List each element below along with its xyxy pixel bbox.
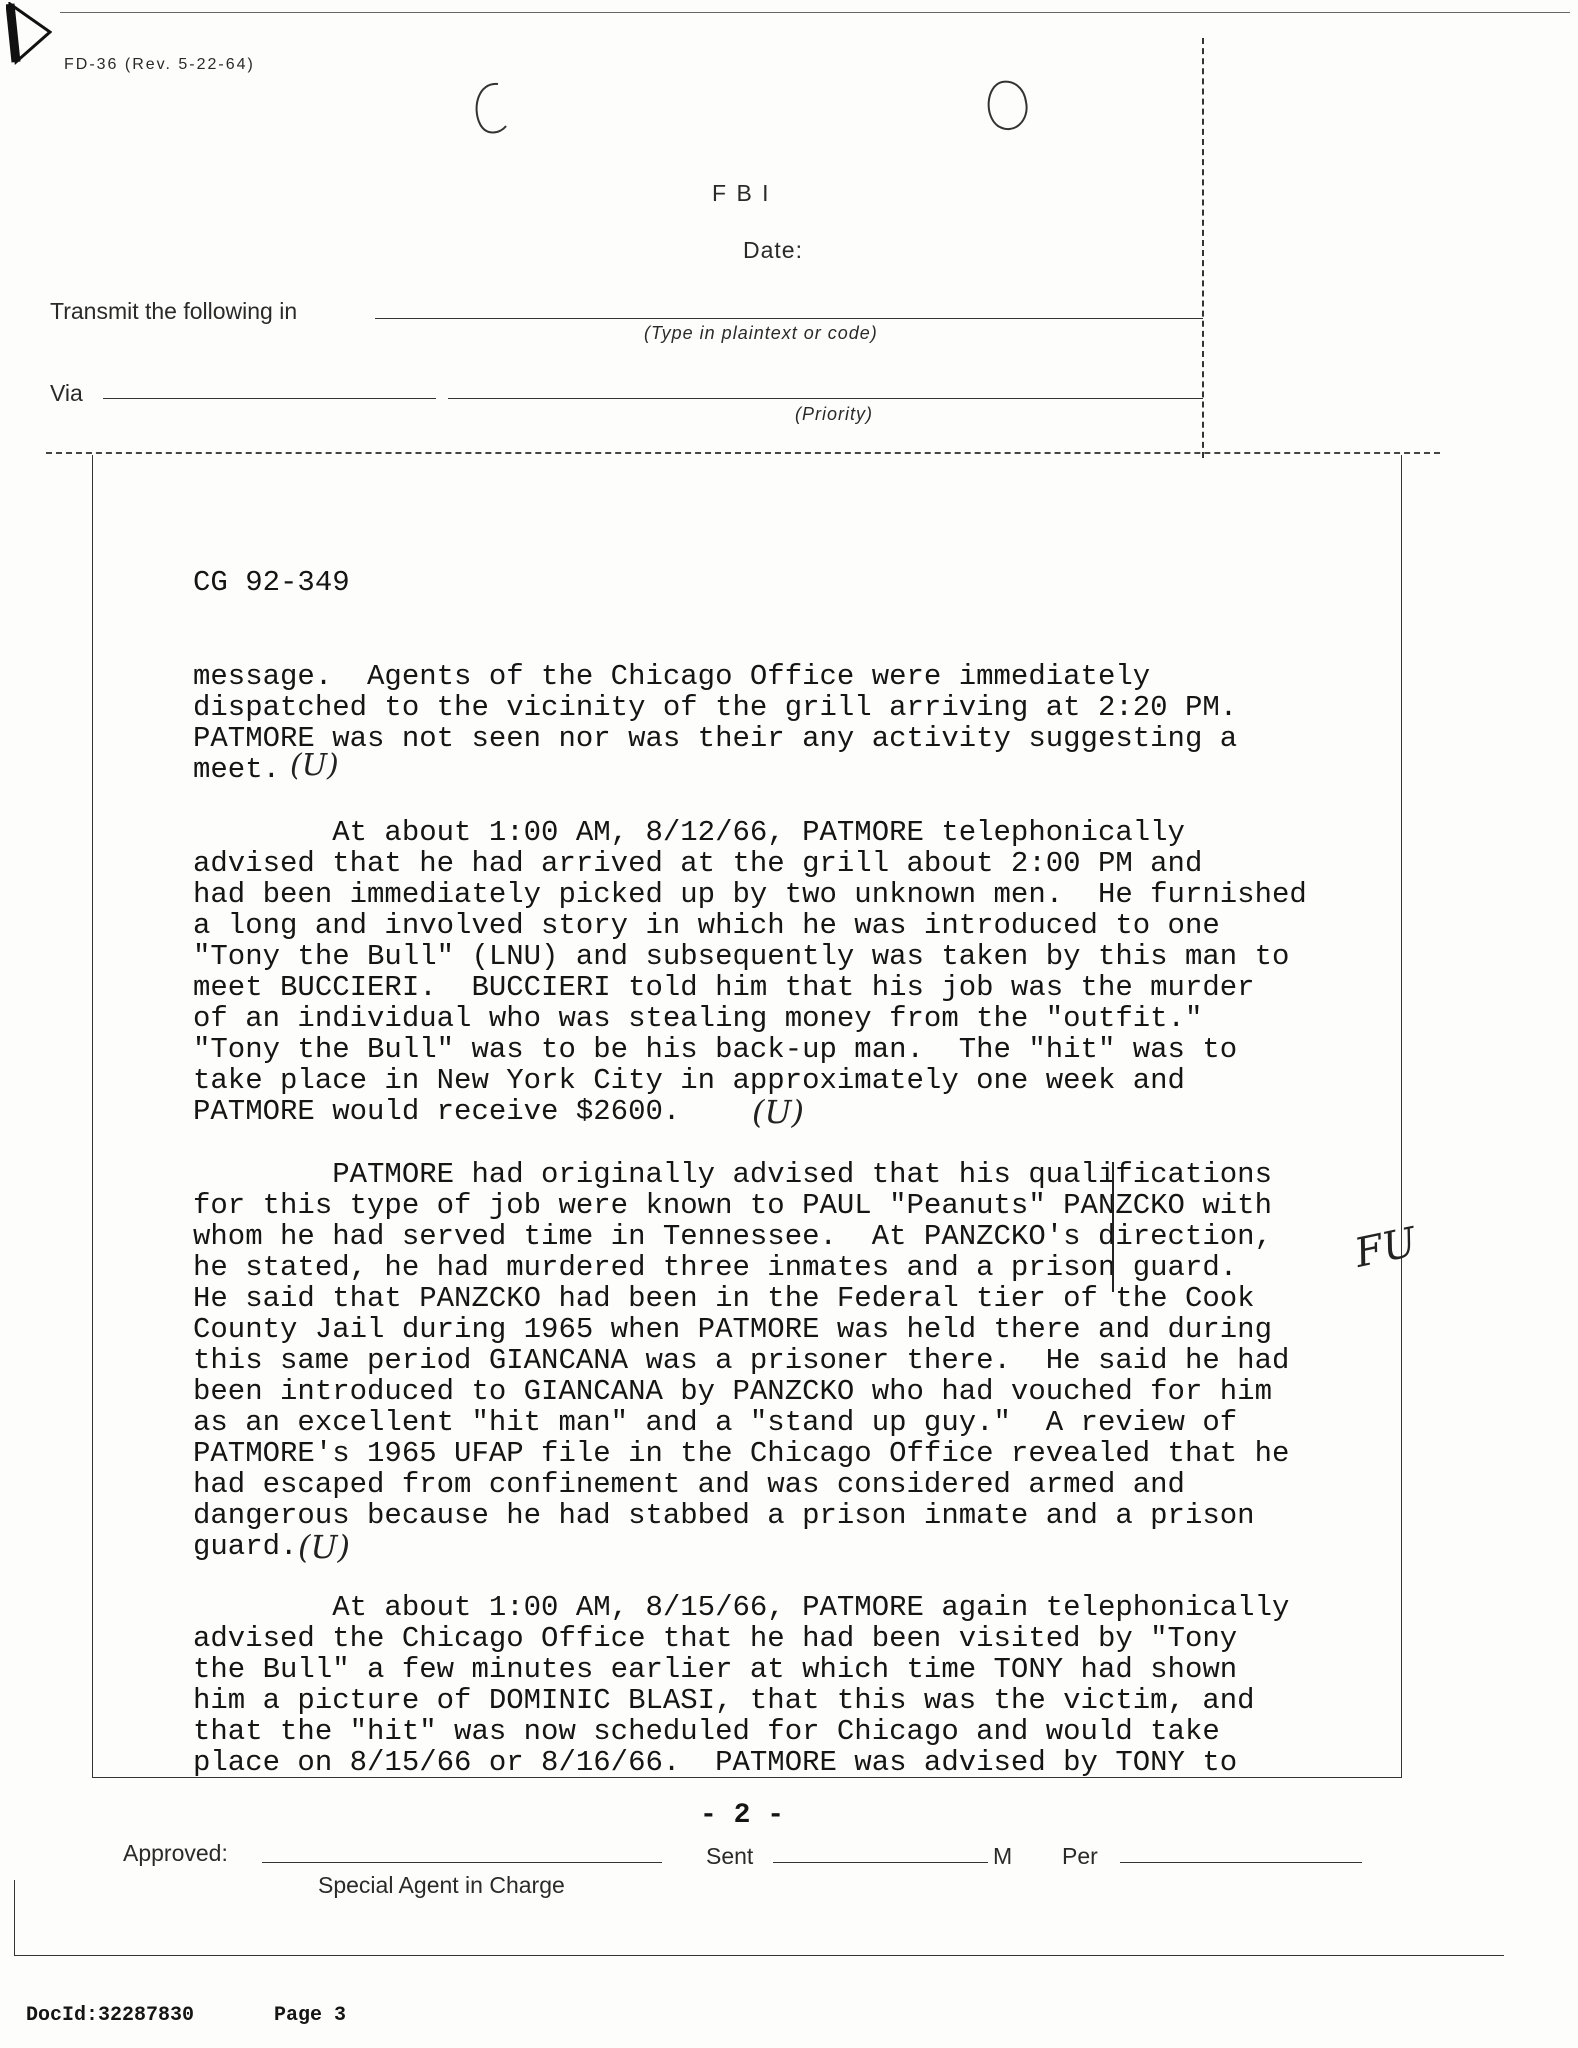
- paragraph-1: message. Agents of the Chicago Office were immediately dispatched to the vicinity of the grill arriving at 2:20 PM. PATMORE was not seen nor was their any activity suggesting a meet.: [193, 660, 1238, 786]
- paragraph-3: PATMORE had originally advised that his qualifications for this type of job were known to PAUL "Peanuts" PANZCKO with whom he had served time in Tennessee. At PANZCKO's direction, he stated, he had murdered three inmates and a prison guard. He said that PANZCKO had been in the Federal tier of the Cook County Jail during 1965 when PATMORE was held there and during this same period GIANCANA was a prisoner there. He said he had been introduced to GIANCANA by PANZCKO who had vouched for him as an excellent "hit man" and a "stand up guy." A review of PATMORE's 1965 UFAP file in the Chicago Office revealed that he had escaped from confinement and was considered armed and dangerous because he had stabbed a prison inmate and a prison guard.: [193, 1158, 1290, 1563]
- handwritten-vertical-mark: [1112, 1162, 1114, 1292]
- classification-mark-3: (U): [298, 1528, 350, 1566]
- punch-hole-right: [980, 76, 1034, 136]
- top-edge-line: [60, 12, 1570, 13]
- bottom-border: [14, 1955, 1504, 1956]
- via-field-line[interactable]: [103, 398, 436, 399]
- doc-id: DocId:32287830: [26, 2004, 195, 2027]
- page-number: Page 3: [274, 2004, 347, 2027]
- classification-mark-2: (U): [752, 1093, 804, 1131]
- priority-hint: (Priority): [795, 404, 873, 424]
- header-separator: [46, 452, 1440, 454]
- paragraph-4: At about 1:00 AM, 8/15/66, PATMORE again telephonically advised the Chicago Office that he had been visited by "Tony the Bull" a few minutes earlier at which time TONY had shown him a picture of DOMINIC BLASI, that this was the victim, and that the "hit" was now scheduled for Chicago and would take place on 8/15/66 or 8/16/66. PATMORE was advised by TONY to: [193, 1591, 1290, 1779]
- sent-label: Sent: [706, 1843, 754, 1869]
- classification-mark-1: (U): [290, 748, 339, 783]
- transmit-label: Transmit the following in: [50, 298, 298, 324]
- punch-hole-left: [468, 78, 512, 138]
- left-border: [14, 1880, 15, 1956]
- agency-label: F B I: [712, 180, 771, 206]
- handwritten-initials: FU: [1350, 1219, 1421, 1277]
- transmit-hint: (Type in plaintext or code): [644, 323, 878, 343]
- sac-label: Special Agent in Charge: [318, 1872, 565, 1898]
- sent-field-line[interactable]: [773, 1862, 988, 1863]
- priority-field-line[interactable]: [448, 398, 1203, 399]
- file-number: CG 92-349: [193, 566, 350, 599]
- per-label: Per: [1062, 1843, 1098, 1869]
- form-number: FD-36 (Rev. 5-22-64): [64, 56, 255, 73]
- transmit-field-line[interactable]: [375, 318, 1203, 319]
- via-label: Via: [50, 380, 83, 406]
- paragraph-2: At about 1:00 AM, 8/12/66, PATMORE telephonically advised that he had arrived at the grill about 2:00 PM and had been immediately picked up by two unknown men. He furnished a long and involved story in which he was introduced to one "Tony the Bull" (LNU) and subsequently was taken by this man to meet BUCCIERI. BUCCIERI told him that his job was the murder of an individual who was stealing money from the "outfit." "Tony the Bull" was to be his back-up man. The "hit" was to take place in New York City in approximately one week and PATMORE would receive $2600.: [193, 816, 1307, 1128]
- per-field-line[interactable]: [1120, 1862, 1362, 1863]
- header-right-border: [1202, 38, 1204, 458]
- m-label: M: [993, 1843, 1013, 1869]
- date-label: Date:: [743, 237, 803, 263]
- corner-arrow-mark: [6, 2, 52, 66]
- approved-label: Approved:: [123, 1840, 228, 1866]
- approved-field-line[interactable]: [262, 1862, 662, 1863]
- page-marker: - 2 -: [700, 1800, 785, 1831]
